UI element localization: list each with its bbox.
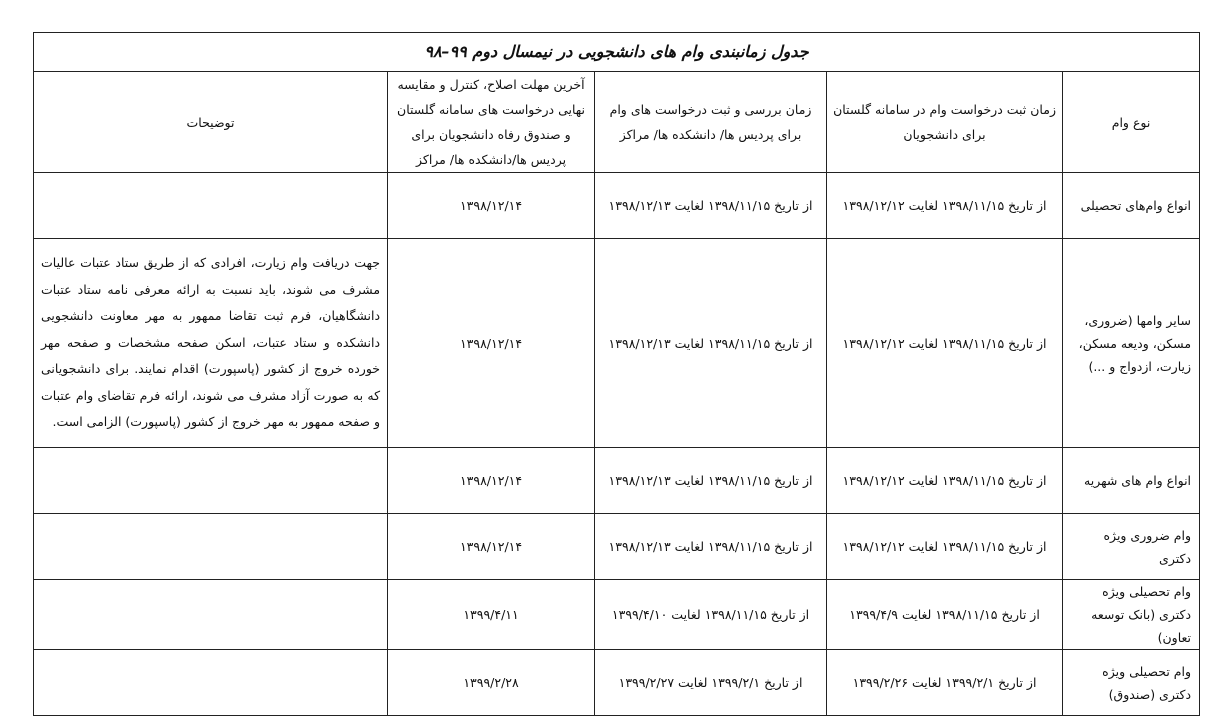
table-title: جدول زمانبندی وام های دانشجویی در نیمسال دوم ۹۹–۹۸	[34, 33, 1200, 72]
notes-cell	[34, 514, 388, 580]
register-period-cell: از تاریخ ۱۳۹۸/۱۱/۱۵ لغایت ۱۳۹۸/۱۲/۱۲	[827, 173, 1063, 239]
notes-cell	[34, 173, 388, 239]
deadline-cell: ۱۳۹۸/۱۲/۱۴	[388, 448, 595, 514]
notes-cell	[34, 448, 388, 514]
notes-cell: جهت دریافت وام زیارت، افرادی که از طریق ستاد عتبات عالیات مشرف می شوند، باید نسبت به ارائه معرفی نامه ستاد عتبات دانشگاهیان، فرم ثبت تقاضا ممهور به مهر معاونت دانشجویی دانشکده و ستاد عتبات، اسکن صفحه مشخصات و صفحه مهر خورده خروج از کشور (پاسپورت) اقدام نمایند. برای دانشجویانی که به صورت آزاد مشرف می شوند، ارائه فرم تقاضای وام عتبات و صفحه ممهور به مهر خروج از کشور (پاسپورت) الزامی است.	[34, 239, 388, 448]
register-period-cell: از تاریخ ۱۳۹۸/۱۱/۱۵ لغایت ۱۳۹۹/۴/۹	[827, 580, 1063, 650]
register-period-cell: از تاریخ ۱۳۹۸/۱۱/۱۵ لغایت ۱۳۹۸/۱۲/۱۲	[827, 448, 1063, 514]
loan-type-cell: انواع وام‌های تحصیلی	[1063, 173, 1200, 239]
review-period-cell: از تاریخ ۱۳۹۸/۱۱/۱۵ لغایت ۱۳۹۹/۴/۱۰	[595, 580, 827, 650]
notes-cell	[34, 650, 388, 716]
header-review-period: زمان بررسی و ثبت درخواست های وام برای پردیس ها/ دانشکده ها/ مراکز	[595, 72, 827, 173]
title-row	[34, 33, 1200, 72]
table-row	[34, 580, 1200, 650]
loan-schedule-table-container	[33, 32, 1199, 716]
notes-cell	[34, 580, 388, 650]
review-period-cell: از تاریخ ۱۳۹۸/۱۱/۱۵ لغایت ۱۳۹۸/۱۲/۱۳	[595, 173, 827, 239]
loan-type-cell: وام تحصیلی ویژه دکتری (بانک توسعه تعاون)	[1063, 580, 1200, 650]
table-row	[34, 650, 1200, 716]
review-period-cell: از تاریخ ۱۳۹۸/۱۱/۱۵ لغایت ۱۳۹۸/۱۲/۱۳	[595, 448, 827, 514]
deadline-cell: ۱۳۹۹/۲/۲۸	[388, 650, 595, 716]
header-final-deadline: آخرین مهلت اصلاح، کنترل و مقایسه نهایی درخواست های سامانه گلستان و صندوق رفاه دانشجویان برای پردیس ها/دانشکده ها/ مراکز	[388, 72, 595, 173]
deadline-cell: ۱۳۹۸/۱۲/۱۴	[388, 514, 595, 580]
loan-type-cell: سایر وامها (ضروری، مسکن، ودیعه مسکن، زیارت، ازدواج و ...)	[1063, 239, 1200, 448]
table-row	[34, 448, 1200, 514]
table-row	[34, 514, 1200, 580]
loan-type-cell: وام تحصیلی ویژه دکتری (صندوق)	[1063, 650, 1200, 716]
header-row	[34, 72, 1200, 173]
loan-type-cell: وام ضروری ویژه دکتری	[1063, 514, 1200, 580]
table-row	[34, 239, 1200, 448]
register-period-cell: از تاریخ ۱۳۹۸/۱۱/۱۵ لغایت ۱۳۹۸/۱۲/۱۲	[827, 514, 1063, 580]
review-period-cell: از تاریخ ۱۳۹۸/۱۱/۱۵ لغایت ۱۳۹۸/۱۲/۱۳	[595, 239, 827, 448]
deadline-cell: ۱۳۹۸/۱۲/۱۴	[388, 239, 595, 448]
deadline-cell: ۱۳۹۸/۱۲/۱۴	[388, 173, 595, 239]
loan-type-cell: انواع وام های شهریه	[1063, 448, 1200, 514]
table-row	[34, 173, 1200, 239]
register-period-cell: از تاریخ ۱۳۹۸/۱۱/۱۵ لغایت ۱۳۹۸/۱۲/۱۲	[827, 239, 1063, 448]
review-period-cell: از تاریخ ۱۳۹۹/۲/۱ لغایت ۱۳۹۹/۲/۲۷	[595, 650, 827, 716]
review-period-cell: از تاریخ ۱۳۹۸/۱۱/۱۵ لغایت ۱۳۹۸/۱۲/۱۳	[595, 514, 827, 580]
header-notes: توضیحات	[34, 72, 388, 173]
loan-schedule-table	[33, 32, 1200, 716]
deadline-cell: ۱۳۹۹/۴/۱۱	[388, 580, 595, 650]
header-loan-type: نوع وام	[1063, 72, 1200, 173]
register-period-cell: از تاریخ ۱۳۹۹/۲/۱ لغایت ۱۳۹۹/۲/۲۶	[827, 650, 1063, 716]
header-register-period: زمان ثبت درخواست وام در سامانه گلستان برای دانشجویان	[827, 72, 1063, 173]
